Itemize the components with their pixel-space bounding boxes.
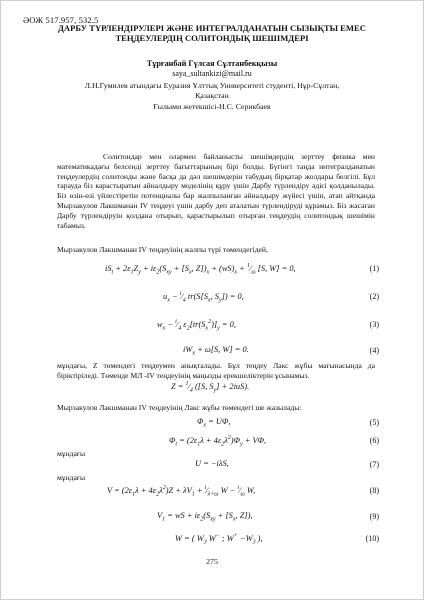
equation-4 — [57, 345, 379, 359]
intro-paragraph: Солитондар мен олармен байланысты шешімдердің зерттеу физика мен математикадағы белсенді зерттеу бағыттарының бірі болды. Бүгінгі таңда интегралданатын теңдеулердің солитонды және басқа да дәл шешімдерін табудың бірқатар жолдары белгілі. Бұл тарауда біз карастыратын айналдыру моделінің құру үшін Дарбу түрлендіру әдісі қолданылады. Біз өзін-өзі үйлестіретін потенциалы бар жалпыланған айналдыру жүйесі үшін, атап айтқанда Мырзакулов Лакшманан IV теңдеуі үшін дарбу деп аталатын түрлендіруді құрамыз. Біз жасаған Дарбу түрлендіруін қолдана отырып, қарастырылып отырған теңдеудің солитондық шешімін табамыз. — [57, 152, 375, 230]
paper-title — [25, 23, 399, 43]
equation-5-number: (5) — [369, 418, 379, 427]
page-number: 275 — [206, 557, 218, 566]
equation-7-number: (7) — [369, 460, 379, 469]
equation-8 — [57, 485, 379, 499]
author-email: saya_sultankizi@mail.ru — [172, 69, 252, 78]
equation-4-number: (4) — [369, 346, 379, 355]
equation-2-number: (2) — [369, 292, 379, 301]
affiliation-line-2: Қазақстан — [195, 90, 229, 100]
equation-z — [57, 381, 379, 395]
lax-pair-intro: Мырзакулов Лакшманан IV теңдеуінің Лакс жұбы төмендегі ше жазылады: — [57, 403, 302, 412]
equation-1-number: (1) — [369, 264, 379, 273]
equation-10-number: (10) — [365, 534, 379, 543]
equation-9 — [57, 511, 379, 525]
equation-4-expr: $iW_x + \omega[S$, W] = 0. — [183, 345, 249, 357]
advisor: Ғылыми жетекшісі-Н.С. Серикбаев — [153, 102, 271, 111]
where-label-2: мұндағы — [57, 473, 86, 482]
equation-6-number: (6) — [369, 436, 379, 445]
equation-9-number: (9) — [369, 512, 379, 521]
where-label-1: мұндағы — [57, 449, 86, 458]
affiliation — [25, 81, 399, 100]
equation-5-expr: $\Phi_x = U\Phi$, — [197, 417, 231, 429]
affiliation-line-1: Л.Н.Гумилев атындағы Еуразия Ұлттық Университеті студенті, Нұр-Сұлтан, — [84, 81, 340, 90]
equation-1-expr: $iS_t + 2\varepsilon_1Z_y + i\varepsilon_2(S_{xy} + [S_x$, $Z])_x + (wS)_x$ + $^1⁄_\omega$ [S, W] = 0, — [105, 263, 296, 276]
equation-8-number: (8) — [369, 486, 379, 495]
equation-5 — [57, 417, 379, 431]
equation-7 — [57, 459, 379, 473]
equation-z-expr: $Z = ^1⁄_4$ ([S, $S_y] + 2iuS$). — [171, 381, 250, 394]
equation-2-expr: $u_x$ − $^i⁄_4$ $tr(S[S_x$, $S_y]) = 0$, — [163, 291, 244, 304]
equation-8-expr: $V = (2\varepsilon_1\lambda + 4\varepsilon_2\lambda^2)Z + \lambda V_1$ + $^i⁄_{\lambda+\omega}$ $W - ^i⁄_\omega$ W, — [107, 485, 256, 498]
equation-2 — [57, 291, 379, 305]
equation-7-expr: U = −iλS, — [195, 459, 229, 468]
equation-intro-text: Мырзакулов Лакшманан IV теңдеуінің жалпы түрі төмендегідей, — [57, 245, 268, 254]
title-line-2: ТЕҢДЕУЛЕРДІҢ СОЛИТОНДЫҚ ШЕШІМДЕРІ — [115, 33, 309, 43]
author-name: Тұрғанбай Гүлсая Сұлтанбекқызы — [146, 59, 278, 68]
equation-9-expr: $V_1$ = wS + $i\varepsilon_2(S_{xy} + [S_x$, Z]), — [157, 511, 253, 523]
equation-3-number: (3) — [369, 320, 379, 329]
udk-code: ӘОЖ 517.957, 532.5 — [23, 15, 99, 25]
z-definition-text: мұндағы, Z төмендегі теңдеумен анықталады. Бұл теңдеу Лакс жұбы мағынасында да біріктіріледі. Төменде МЛ -IV теңдеуінің маңызды ерекшеліктерін ұсынамыз. — [57, 361, 375, 380]
equation-3-expr: $w_x$ − $^i⁄_4$ $\varepsilon_2[tr(S_x^2)]_y = 0$, — [157, 319, 236, 332]
equation-6 — [57, 435, 379, 449]
equation-3 — [57, 319, 379, 333]
title-line-1: ДАРБУ ТҮРЛЕНДІРУЛЕРІ ЖӘНЕ ИНТЕГРАЛДАНАТЫН СЫЗЫҚТЫ ЕМЕС — [58, 23, 366, 33]
equation-1 — [57, 263, 379, 277]
equation-10 — [57, 533, 379, 547]
equation-10-expr: W = ( $W_3$ W− ; $W^+ -W_3$ ), — [175, 533, 263, 546]
equation-6-expr: $\Phi_t = (2\varepsilon_1\lambda + 4\varepsilon_2\lambda^2)\Phi_y + V\Phi$, — [169, 435, 267, 448]
